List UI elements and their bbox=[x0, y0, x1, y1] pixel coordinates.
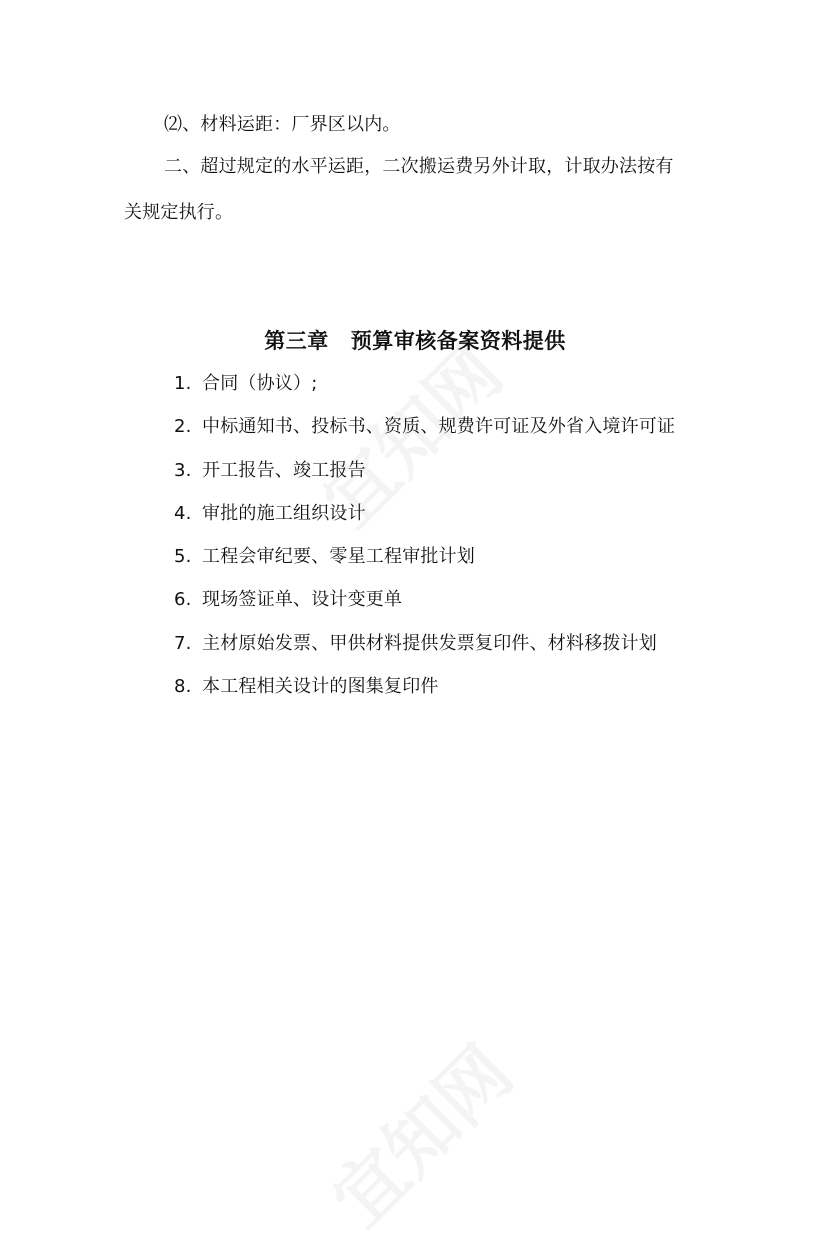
list-item-number: 4. bbox=[174, 502, 192, 524]
list-item-text: 工程会审纪要、零星工程审批计划 bbox=[202, 546, 475, 568]
list-item-text: 现场签证单、设计变更单 bbox=[202, 589, 403, 611]
list-item-text: 合同（协议）; bbox=[202, 373, 318, 394]
list-item bbox=[174, 459, 675, 502]
list-item bbox=[174, 632, 675, 675]
list-item bbox=[174, 502, 675, 545]
list-item-number: 1. bbox=[174, 373, 192, 394]
chapter-number: 第三章 bbox=[264, 329, 329, 353]
list-item-text: 开工报告、竣工报告 bbox=[202, 459, 366, 481]
list-item-text: 中标通知书、投标书、资质、规费许可证及外省入境许可证 bbox=[202, 416, 676, 438]
list-item bbox=[174, 415, 675, 458]
list-item-number: 5. bbox=[174, 546, 192, 568]
list-item-number: 3. bbox=[174, 459, 192, 481]
list-item bbox=[174, 372, 675, 415]
watermark bbox=[305, 1019, 531, 1245]
list-item-text: 本工程相关设计的图集复印件 bbox=[202, 676, 439, 698]
list-item-number: 8. bbox=[174, 676, 192, 698]
list-item bbox=[174, 588, 675, 631]
document-list bbox=[174, 372, 675, 718]
list-item-number: 6. bbox=[174, 589, 192, 611]
paragraph-horizontal-distance: 二、超过规定的水平运距，二次搬运费另外计取，计取办法按有 bbox=[164, 156, 674, 177]
list-item bbox=[174, 675, 675, 718]
paragraph-material-distance: ⑵、材料运距：厂界区以内。 bbox=[164, 114, 401, 135]
chapter-title: 预算审核备案资料提供 bbox=[350, 329, 566, 353]
list-item-number: 2. bbox=[174, 416, 192, 438]
list-item bbox=[174, 545, 675, 588]
list-item-text: 主材原始发票、甲供材料提供发票复印件、材料移拨计划 bbox=[202, 632, 657, 654]
chapter-heading bbox=[0, 327, 830, 355]
paragraph-horizontal-distance-cont: 关规定执行。 bbox=[124, 202, 234, 223]
list-item-text: 审批的施工组织设计 bbox=[202, 502, 366, 524]
list-item-number: 7. bbox=[174, 632, 192, 654]
